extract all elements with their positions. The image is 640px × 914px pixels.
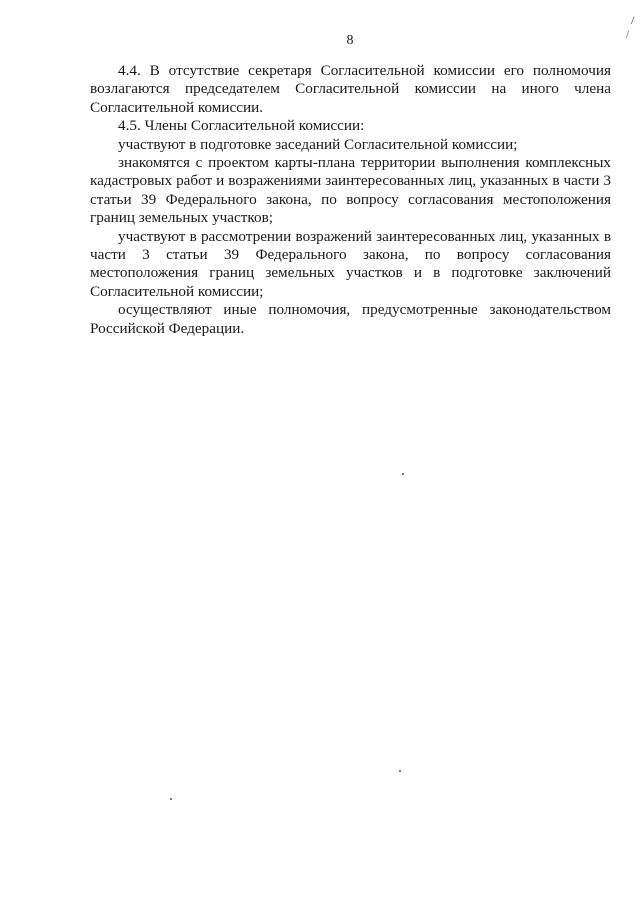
list-item-review-objections: участвуют в рассмотрении возражений заинтересованных лиц, указанных в части 3 статьи 39 Федерального закона, по вопросу согласования местоположения границ земельных участков и в подготовке заключений Согласительной комиссии; bbox=[90, 227, 611, 300]
scan-speck bbox=[170, 798, 172, 800]
document-body bbox=[90, 62, 611, 338]
scan-speck bbox=[402, 473, 404, 475]
margin-mark: / bbox=[631, 13, 635, 27]
scan-speck bbox=[399, 770, 401, 772]
list-item-review-map-plan: знакомятся с проектом карты-плана территории выполнения комплексных кадастровых работ и возражениями заинтересованных лиц, указанных в части 3 статьи 39 Федерального закона, по вопросу согласования местоположения границ земельных участков; bbox=[90, 154, 611, 227]
list-item-preparation: участвуют в подготовке заседаний Согласительной комиссии; bbox=[118, 135, 518, 153]
margin-mark: / bbox=[626, 30, 629, 41]
list-item-other-powers: осуществляют иные полномочия, предусмотренные законодательством Российской Федерации. bbox=[90, 301, 611, 337]
paragraph-4-4: 4.4. В отсутствие секретаря Согласительной комиссии его полномочия возлагаются председателем Согласительной комиссии на иного члена Согласительной комиссии. bbox=[90, 62, 611, 116]
page-number: 8 bbox=[346, 33, 354, 48]
paragraph-4-5: 4.5. Члены Согласительной комиссии: bbox=[118, 117, 365, 135]
